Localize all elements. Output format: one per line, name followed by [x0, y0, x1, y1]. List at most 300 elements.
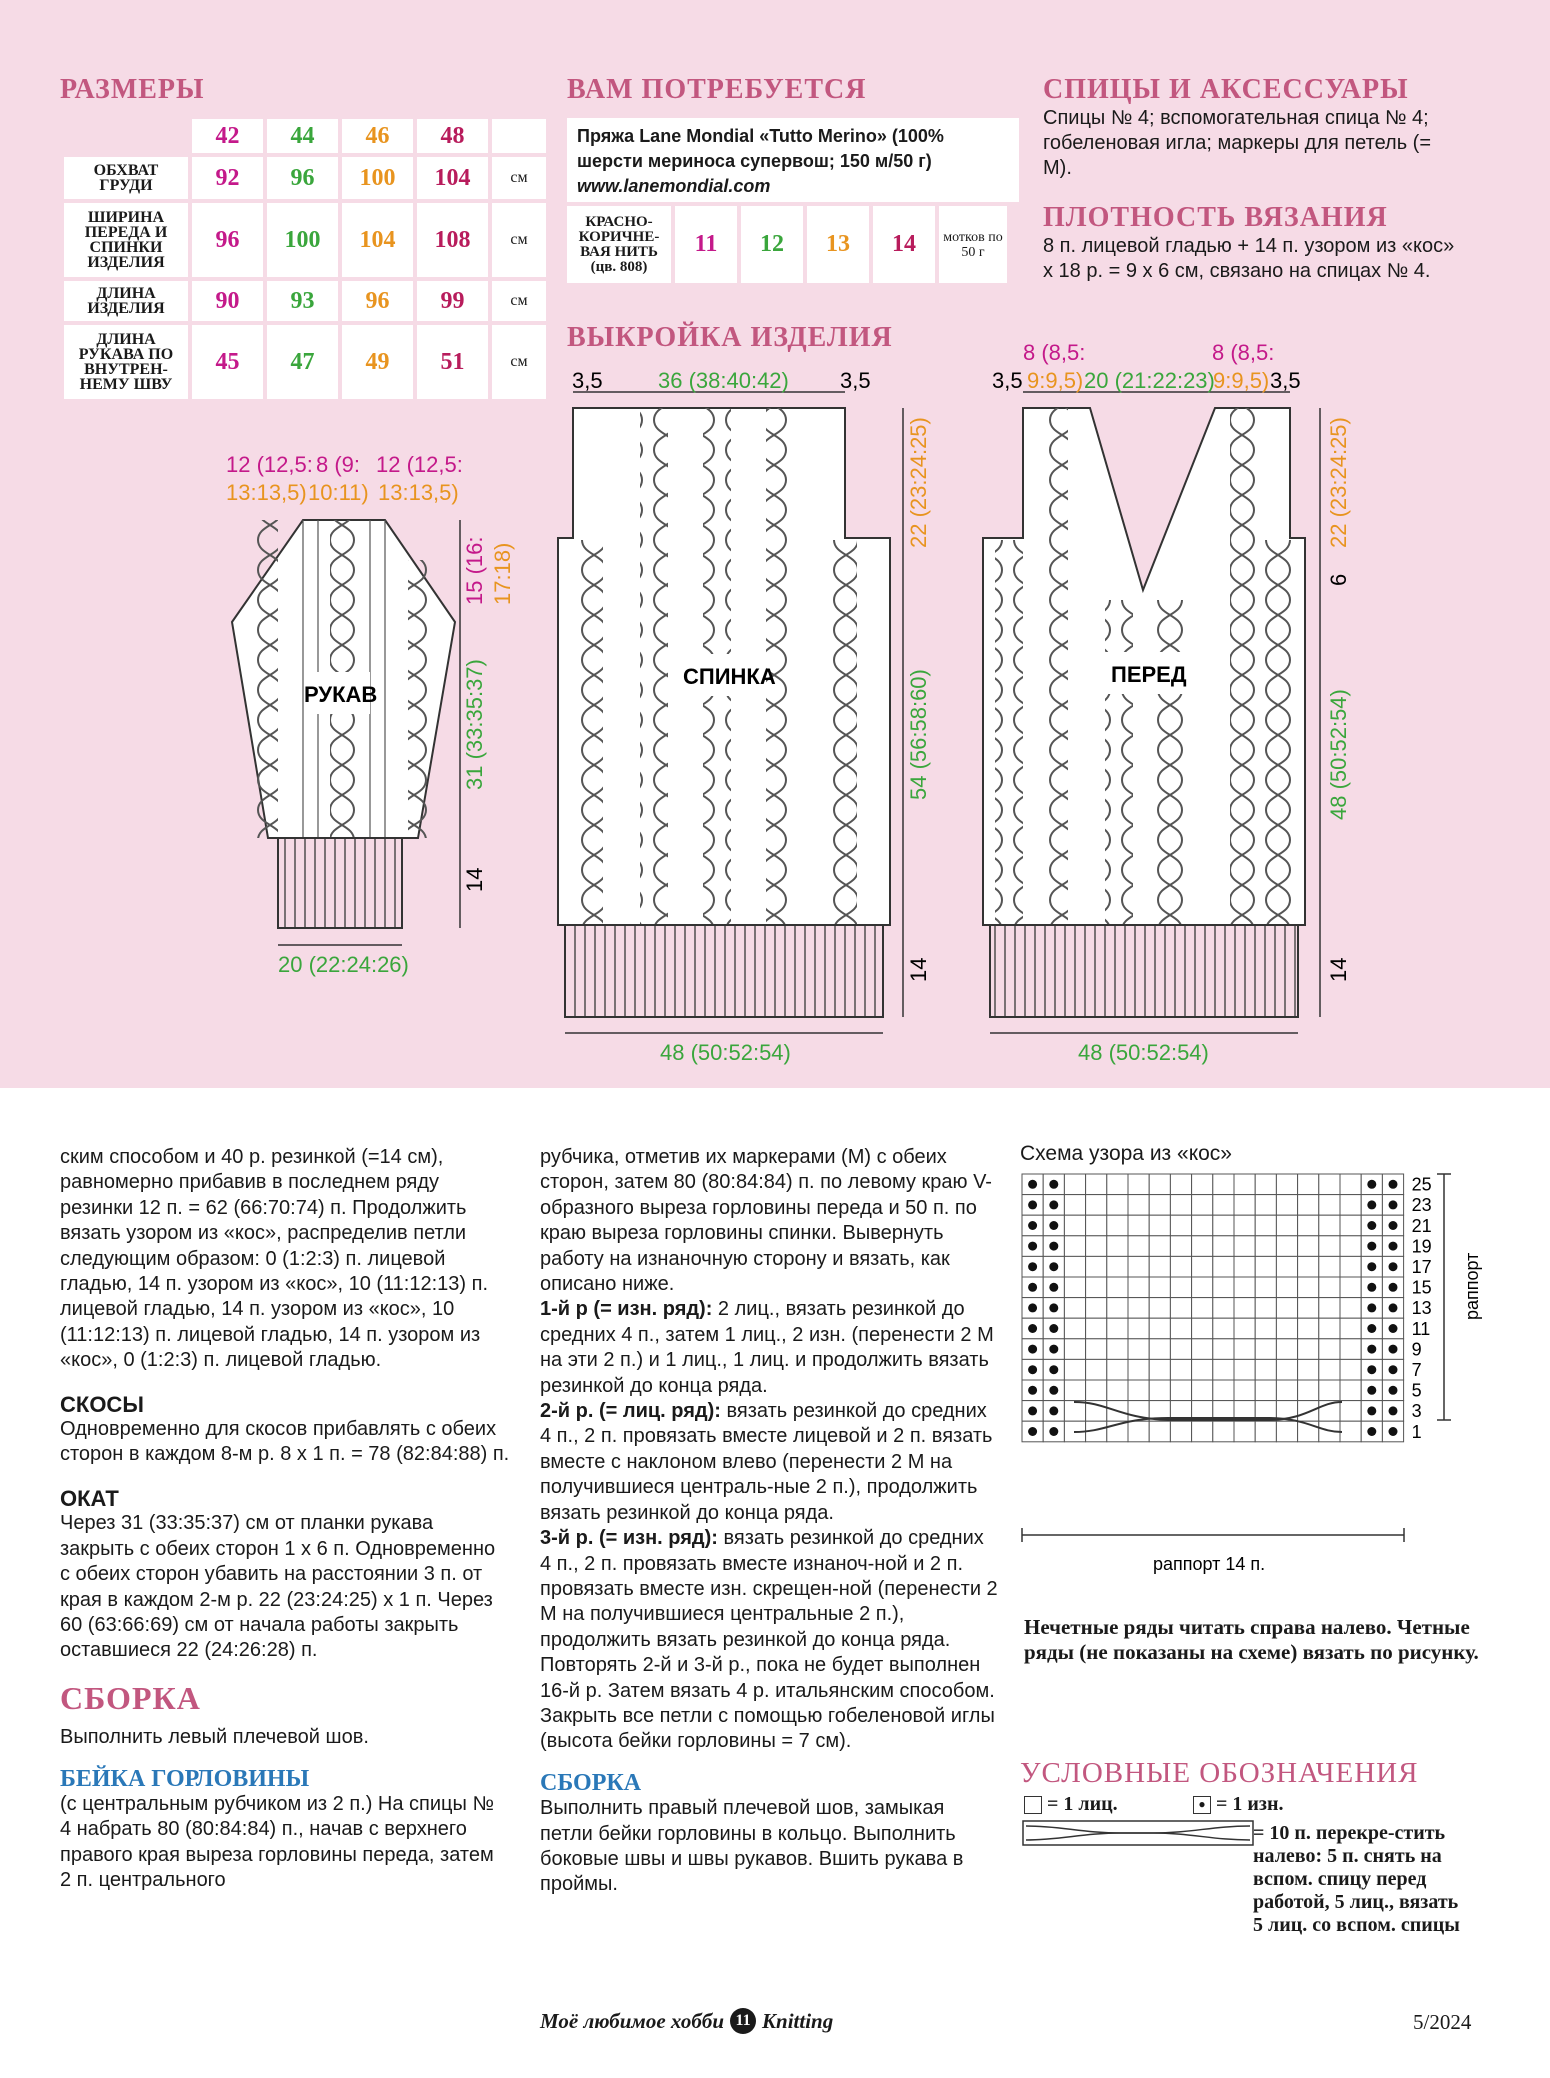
- chart-row-number: 17: [1411, 1257, 1432, 1277]
- chart-cell: [1086, 1380, 1107, 1401]
- purl-dot: [1049, 1345, 1058, 1354]
- skein-count: 14: [873, 206, 935, 283]
- chart-cell: [1170, 1174, 1191, 1195]
- chart-cell: [1319, 1298, 1340, 1319]
- cell: 96: [267, 157, 338, 199]
- chart-cell: [1192, 1421, 1213, 1442]
- chart-cell: [1255, 1256, 1276, 1277]
- purl-dot: [1028, 1406, 1037, 1415]
- unit: см: [492, 157, 546, 199]
- chart-cell: [1276, 1277, 1297, 1298]
- cell: 93: [267, 281, 338, 321]
- chart-cell: [1234, 1298, 1255, 1319]
- chart-cell: [1298, 1174, 1319, 1195]
- paragraph: ским способом и 40 р. резинкой (=14 см), равномерно прибавив в последнем ряду резинки 12 п. = 62 (66:70:74) п. Продолжить вязать узором из «кос», распределив петли следующим образом: 0 (1:2:3) п. лицевой гладью, 14 п. узором из «кос», 10 (11:12:13) п. лицевой гладью, 14 п. узором из «кос», 10 (11:12:13) п. лицевой гладью, 14 п. узором из «кос», 0 (1:2:3) п. лицевой гладью.: [60, 1146, 489, 1372]
- chart-cell: [1213, 1298, 1234, 1319]
- chart-cell: [1149, 1277, 1170, 1298]
- unit: см: [492, 325, 546, 399]
- chart-cell: [1234, 1339, 1255, 1360]
- chart-cell: [1192, 1359, 1213, 1380]
- yarn-url: www.lanemondial.com: [577, 176, 771, 196]
- chart-cell: [1340, 1298, 1361, 1319]
- chart-cell: [1340, 1256, 1361, 1277]
- paragraph: Одновременно для скосов прибавлять с обеих сторон в каждом 8-м р. 8 х 1 п. = 78 (82:84:88) п.: [60, 1418, 510, 1466]
- dim-label: 48 (50:52:54): [1078, 1040, 1209, 1065]
- chart-cell: [1276, 1174, 1297, 1195]
- chart-cell: [1170, 1236, 1191, 1257]
- purl-dot: [1389, 1200, 1398, 1209]
- chart-cell: [1234, 1195, 1255, 1216]
- neckband-heading: БЕЙКА ГОРЛОВИНЫ: [60, 1765, 310, 1792]
- chart-cell: [1192, 1298, 1213, 1319]
- purl-dot: [1049, 1221, 1058, 1230]
- chart-cell: [1170, 1339, 1191, 1360]
- back-schematic: [558, 392, 903, 1033]
- purl-dot: [1389, 1180, 1398, 1189]
- purl-dot: [1367, 1345, 1376, 1354]
- chart-cell: [1213, 1359, 1234, 1380]
- chart-cell: [1149, 1421, 1170, 1442]
- legend-knit: [1024, 1793, 1118, 1816]
- chart-cell: [1213, 1236, 1234, 1257]
- dim-label: 12 (12,5:: [376, 452, 463, 477]
- legend-purl: [1193, 1793, 1283, 1816]
- chart-cell: [1276, 1359, 1297, 1380]
- row-text: вязать резинкой до средних 4 п., 2 п. провязать вместе лицевой и 2 п. вязать вместе с наклоном влево (перенести 2 М на получившиеся централь-ные 2 п.), продолжить вязать резинкой до конца ряда.: [540, 1400, 993, 1524]
- row-label: ШИРИНА ПЕРЕДА И СПИНКИ ИЗДЕЛИЯ: [64, 203, 188, 277]
- purl-dot: [1367, 1427, 1376, 1436]
- dim-label: 36 (38:40:42): [658, 368, 789, 393]
- purl-dot: [1367, 1324, 1376, 1333]
- chart-row-number: 19: [1411, 1236, 1432, 1257]
- dim-label: 3,5: [840, 368, 871, 393]
- row-label: 3-й р. (= изн. ряд):: [540, 1527, 718, 1550]
- chart-cell: [1276, 1195, 1297, 1216]
- chart-cell: [1213, 1256, 1234, 1277]
- repeat-vertical: раппорт: [1462, 1252, 1482, 1320]
- purl-dot: [1367, 1242, 1376, 1251]
- chart-cell: [1255, 1421, 1276, 1442]
- chart-cell: [1128, 1339, 1149, 1360]
- paragraph: [540, 1297, 1000, 1399]
- chart-cell: [1255, 1174, 1276, 1195]
- chart-cell: [1298, 1277, 1319, 1298]
- chart-row-number: 5: [1411, 1380, 1422, 1401]
- chart-cell: [1276, 1215, 1297, 1236]
- dim-label: 8 (9:: [316, 452, 361, 477]
- chart-cell: [1086, 1236, 1107, 1257]
- chart-cell: [1192, 1195, 1213, 1216]
- dim-label: 20 (21:22:23): [1084, 368, 1215, 393]
- dim-label: 14: [462, 867, 487, 892]
- front-label: ПЕРЕД: [1111, 662, 1187, 687]
- chart-cell: [1234, 1215, 1255, 1236]
- footer-magazine: [540, 2008, 833, 2034]
- purl-dot: [1028, 1262, 1037, 1271]
- cell: 47: [267, 325, 338, 399]
- skein-count: 12: [741, 206, 803, 283]
- chart-cell: [1234, 1318, 1255, 1339]
- purl-dot: [1389, 1386, 1398, 1395]
- chart-cell: [1340, 1359, 1361, 1380]
- chart-cell: [1192, 1380, 1213, 1401]
- chart-cell: [1340, 1339, 1361, 1360]
- purl-dot: [1028, 1221, 1037, 1230]
- chart-cell: [1192, 1236, 1213, 1257]
- purl-dot: [1367, 1180, 1376, 1189]
- chart-cell: [1107, 1339, 1128, 1360]
- materials-heading: ВАМ ПОТРЕБУЕТСЯ: [567, 74, 867, 105]
- chart-cell: [1149, 1215, 1170, 1236]
- chart-row-number: 13: [1411, 1298, 1432, 1319]
- chart-cell: [1149, 1339, 1170, 1360]
- chart-cell: [1086, 1298, 1107, 1319]
- chart-cell: [1086, 1339, 1107, 1360]
- chart-cell: [1234, 1256, 1255, 1277]
- chart-cell: [1276, 1339, 1297, 1360]
- chart-cell: [1298, 1256, 1319, 1277]
- chart-cell: [1086, 1174, 1107, 1195]
- dim-label: 22 (23:24:25): [906, 417, 931, 548]
- chart-cell: [1234, 1277, 1255, 1298]
- size-header: 44: [267, 119, 338, 153]
- chart-cell: [1128, 1236, 1149, 1257]
- chart-cell: [1107, 1195, 1128, 1216]
- chart-cell: [1276, 1421, 1297, 1442]
- row-label: ОБХВАТ ГРУДИ: [64, 157, 188, 199]
- chart-cell: [1255, 1236, 1276, 1257]
- chart-cell: [1255, 1195, 1276, 1216]
- chart-cell: [1086, 1215, 1107, 1236]
- issue-date: 5/2024: [1413, 2010, 1472, 2034]
- cell: 96: [342, 281, 413, 321]
- chart-cell: [1319, 1380, 1340, 1401]
- dim-label: 3,5: [1270, 368, 1301, 393]
- dim-label: 12 (12,5:: [226, 452, 313, 477]
- chart-cell: [1107, 1380, 1128, 1401]
- chart-cell: [1064, 1256, 1085, 1277]
- purl-dot: [1367, 1365, 1376, 1374]
- dim-label: 17:18): [490, 542, 515, 605]
- paragraph: Выполнить правый плечевой шов, замыкая петли бейки горловины в кольцо. Выполнить боковые швы и швы рукавов. Вшить рукава в проймы.: [540, 1797, 964, 1896]
- purl-dot: [1028, 1386, 1037, 1395]
- cable-chart: [1018, 1170, 1498, 1580]
- text-column-2: [540, 1145, 1000, 1898]
- assembly-heading: СБОРКА: [60, 1679, 201, 1716]
- purl-dot: [1367, 1283, 1376, 1292]
- chart-cell: [1170, 1256, 1191, 1277]
- chart-cell: [1192, 1277, 1213, 1298]
- chart-cell: [1213, 1380, 1234, 1401]
- dim-label: 8 (8,5:: [1023, 340, 1086, 365]
- chart-cell: [1192, 1215, 1213, 1236]
- chart-cell: [1255, 1318, 1276, 1339]
- purl-dot: [1389, 1242, 1398, 1251]
- purl-dot: [1389, 1324, 1398, 1333]
- chart-cell: [1192, 1174, 1213, 1195]
- row-text: 2 лиц., вязать резинкой до средних 4 п., затем 1 лиц., 2 изн. (перенести 2 М на эти 2 п.) и 1 лиц., 1 лиц. и продолжить вязать резинкой до конца ряда.: [540, 1298, 994, 1397]
- chart-cell: [1340, 1318, 1361, 1339]
- purl-dot: [1389, 1345, 1398, 1354]
- chart-cell: [1319, 1236, 1340, 1257]
- pattern-heading: ВЫКРОЙКА ИЗДЕЛИЯ: [567, 322, 893, 353]
- dim-label: 9:9,5): [1213, 368, 1270, 393]
- cell: 100: [342, 157, 413, 199]
- chart-cell: [1340, 1277, 1361, 1298]
- purl-dot: [1028, 1180, 1037, 1189]
- chart-row-number: 3: [1411, 1401, 1422, 1422]
- magazine-name: Моё любимое хобби: [540, 2008, 725, 2033]
- skein-count: 13: [807, 206, 869, 283]
- chart-cell: [1298, 1215, 1319, 1236]
- chart-cell: [1234, 1359, 1255, 1380]
- subheading: СКОСЫ: [60, 1391, 144, 1417]
- chart-cell: [1128, 1215, 1149, 1236]
- chart-cell: [1255, 1339, 1276, 1360]
- purl-dot: [1367, 1262, 1376, 1271]
- chart-cell: [1128, 1380, 1149, 1401]
- needles-heading: СПИЦЫ И АКСЕССУАРЫ: [1043, 74, 1409, 105]
- legend-title: УСЛОВНЫЕ ОБОЗНАЧЕНИЯ: [1020, 1757, 1419, 1789]
- chart-cell: [1319, 1195, 1340, 1216]
- legend-text: = 1 лиц.: [1047, 1793, 1118, 1815]
- chart-cell: [1276, 1380, 1297, 1401]
- chart-cell: [1170, 1421, 1191, 1442]
- chart-cell: [1128, 1318, 1149, 1339]
- dim-label: 13:13,5): [378, 480, 459, 505]
- chart-cell: [1149, 1380, 1170, 1401]
- purl-dot: [1049, 1386, 1058, 1395]
- row-label: 2-й р. (= лиц. ряд):: [540, 1400, 721, 1423]
- cell: 96: [192, 203, 263, 277]
- chart-cell: [1340, 1401, 1361, 1422]
- chart-cell: [1064, 1215, 1085, 1236]
- chart-cell: [1213, 1174, 1234, 1195]
- row-label: ДЛИНА ИЗДЕЛИЯ: [64, 281, 188, 321]
- chart-cell: [1192, 1256, 1213, 1277]
- purl-symbol: ●: [1193, 1796, 1211, 1814]
- chart-cell: [1170, 1277, 1191, 1298]
- purl-dot: [1028, 1200, 1037, 1209]
- dim-label: 54 (56:58:60): [906, 669, 931, 800]
- dim-label: 6: [1326, 573, 1351, 586]
- size-header: 42: [192, 119, 263, 153]
- dim-label: 20 (22:24:26): [278, 952, 409, 977]
- chart-cell: [1149, 1236, 1170, 1257]
- dim-label: 48 (50:52:54): [660, 1040, 791, 1065]
- chart-cell: [1128, 1359, 1149, 1380]
- dim-label: 10:11): [308, 480, 369, 505]
- paragraph: Повторять 2-й и 3-й р., пока не будет выполнен 16-й р. Затем вязать 4 р. итальянским способом. Закрыть все петли с помощью гобеленовой иглы (высота бейки горловины = 7 см).: [540, 1654, 995, 1753]
- cell: 92: [192, 157, 263, 199]
- purl-dot: [1389, 1221, 1398, 1230]
- front-schematic: [983, 392, 1320, 1033]
- dim-label: 13:13,5): [226, 480, 307, 505]
- chart-cell: [1234, 1236, 1255, 1257]
- purl-dot: [1049, 1180, 1058, 1189]
- dim-label: 31 (33:35:37): [462, 659, 487, 790]
- chart-cell: [1298, 1298, 1319, 1319]
- chart-cell: [1128, 1256, 1149, 1277]
- chart-cell: [1319, 1339, 1340, 1360]
- chart-cell: [1255, 1298, 1276, 1319]
- chart-cell: [1149, 1359, 1170, 1380]
- unit: см: [492, 281, 546, 321]
- chart-cell: [1064, 1236, 1085, 1257]
- chart-row-number: 7: [1411, 1360, 1422, 1380]
- chart-cell: [1107, 1318, 1128, 1339]
- purl-dot: [1389, 1406, 1398, 1415]
- chart-cell: [1340, 1380, 1361, 1401]
- purl-dot: [1389, 1262, 1398, 1271]
- chart-cell: [1064, 1298, 1085, 1319]
- sleeve-schematic: [232, 520, 460, 945]
- gauge-text: 8 п. лицевой гладью + 14 п. узором из «кос» х 18 р. = 9 х 6 см, связано на спицах № 4.: [1043, 235, 1455, 282]
- chart-cell: [1213, 1277, 1234, 1298]
- chart-row-number: 23: [1411, 1195, 1432, 1216]
- chart-cell: [1086, 1277, 1107, 1298]
- chart-cell: [1149, 1195, 1170, 1216]
- cell: 51: [417, 325, 488, 399]
- purl-dot: [1028, 1303, 1037, 1312]
- dim-label: 22 (23:24:25): [1326, 417, 1351, 548]
- chart-cell: [1064, 1359, 1085, 1380]
- cell: 104: [417, 157, 488, 199]
- purl-dot: [1367, 1221, 1376, 1230]
- chart-cell: [1298, 1339, 1319, 1360]
- dim-label: 14: [1326, 957, 1351, 982]
- chart-cell: [1128, 1421, 1149, 1442]
- chart-cell: [1107, 1277, 1128, 1298]
- purl-dot: [1389, 1283, 1398, 1292]
- chart-cell: [1298, 1236, 1319, 1257]
- row-label: 1-й р (= изн. ряд):: [540, 1298, 713, 1321]
- text-column-1: [60, 1145, 510, 1894]
- paragraph: [540, 1399, 1000, 1526]
- chart-cell: [1128, 1298, 1149, 1319]
- knit-symbol: [1024, 1796, 1042, 1814]
- sizes-heading: РАЗМЕРЫ: [60, 74, 205, 105]
- chart-cell: [1170, 1359, 1191, 1380]
- cell: 104: [342, 203, 413, 277]
- brand-name: Knitting: [762, 2008, 834, 2033]
- back-label: СПИНКА: [683, 664, 776, 689]
- purl-dot: [1049, 1427, 1058, 1436]
- row-label: ДЛИНА РУКАВА ПО ВНУТРЕН-НЕМУ ШВУ: [64, 325, 188, 399]
- cable-symbol: [1022, 1820, 1254, 1846]
- chart-cell: [1064, 1277, 1085, 1298]
- legend-text: = 1 изн.: [1216, 1793, 1284, 1815]
- chart-cell: [1107, 1174, 1128, 1195]
- purl-dot: [1049, 1365, 1058, 1374]
- purl-dot: [1028, 1283, 1037, 1292]
- unit: см: [492, 203, 546, 277]
- chart-cell: [1276, 1298, 1297, 1319]
- paragraph: (с центральным рубчиком из 2 п.) На спицы № 4 набрать 80 (80:84:84) п., начав с верхнего правого края выреза горловины переда, затем 2 п. центрального: [60, 1792, 494, 1892]
- chart-cell: [1192, 1339, 1213, 1360]
- row-text: вязать резинкой до средних 4 п., 2 п. провязать вместе изнаноч-ной и 2 п. провязать вместе изн. скрещен-ной (перенести 2 М на получившиеся центральные 2 п.), продолжить вязать резинкой до конца ряда.: [540, 1527, 998, 1651]
- chart-cell: [1064, 1380, 1085, 1401]
- cell: 99: [417, 281, 488, 321]
- chart-cell: [1192, 1318, 1213, 1339]
- chart-row-number: 15: [1411, 1277, 1432, 1298]
- sleeve-label: РУКАВ: [304, 682, 378, 707]
- chart-cell: [1213, 1339, 1234, 1360]
- chart-row-number: 25: [1411, 1174, 1432, 1195]
- chart-cell: [1149, 1256, 1170, 1277]
- chart-cell: [1213, 1318, 1234, 1339]
- dim-label: 8 (8,5:: [1212, 340, 1275, 365]
- chart-cell: [1340, 1421, 1361, 1442]
- dim-label: 9:9,5): [1027, 368, 1084, 393]
- chart-cell: [1064, 1195, 1085, 1216]
- chart-row-number: 11: [1411, 1318, 1431, 1339]
- chart-cell: [1319, 1359, 1340, 1380]
- chart-cell: [1213, 1421, 1234, 1442]
- purl-dot: [1028, 1365, 1037, 1374]
- yarn-color-label: КРАСНО-КОРИЧНЕ-ВАЯ НИТЬ (цв. 808): [567, 206, 671, 283]
- chart-cell: [1170, 1318, 1191, 1339]
- chart-cell: [1340, 1215, 1361, 1236]
- cell: 100: [267, 203, 338, 277]
- chart-cell: [1128, 1277, 1149, 1298]
- yarn-text: Пряжа Lane Mondial «Tutto Merino» (100% шерсти мериноса супервош; 150 м/50 г): [577, 126, 944, 171]
- chart-cell: [1319, 1256, 1340, 1277]
- chart-cell: [1170, 1298, 1191, 1319]
- purl-dot: [1367, 1386, 1376, 1395]
- cell: 45: [192, 325, 263, 399]
- chart-cell: [1319, 1277, 1340, 1298]
- needles-text: Спицы № 4; вспомогательная спица № 4; гобеленовая игла; маркеры для петель (= М).: [1043, 107, 1432, 179]
- paragraph: Выполнить левый плечевой шов.: [60, 1726, 369, 1749]
- skein-count: 11: [675, 206, 737, 283]
- size-header: 48: [417, 119, 488, 153]
- chart-cell: [1340, 1236, 1361, 1257]
- chart-cell: [1086, 1195, 1107, 1216]
- chart-cell: [1170, 1215, 1191, 1236]
- chart-cell: [1276, 1256, 1297, 1277]
- purl-dot: [1389, 1365, 1398, 1374]
- chart-cell: [1149, 1174, 1170, 1195]
- chart-cell: [1086, 1256, 1107, 1277]
- chart-cell: [1234, 1421, 1255, 1442]
- purl-dot: [1367, 1303, 1376, 1312]
- chart-cell: [1298, 1380, 1319, 1401]
- chart-cell: [1213, 1215, 1234, 1236]
- chart-cell: [1170, 1195, 1191, 1216]
- chart-cell: [1340, 1195, 1361, 1216]
- chart-cell: [1107, 1359, 1128, 1380]
- chart-cell: [1128, 1195, 1149, 1216]
- chart-cell: [1234, 1174, 1255, 1195]
- chart-cell: [1319, 1215, 1340, 1236]
- chart-cell: [1255, 1380, 1276, 1401]
- chart-cell: [1086, 1359, 1107, 1380]
- cell: 90: [192, 281, 263, 321]
- chart-cell: [1319, 1174, 1340, 1195]
- chart-cell: [1255, 1215, 1276, 1236]
- legend-cable: = 10 п. перекре-стить налево: 5 п. снять на вспом. спицу перед работой, 5 лиц., вязать 5 лиц. со вспом. спицы: [1253, 1822, 1460, 1936]
- purl-dot: [1049, 1303, 1058, 1312]
- chart-cell: [1064, 1339, 1085, 1360]
- chart-cell: [1276, 1318, 1297, 1339]
- skein-unit: мотков по 50 г: [939, 206, 1007, 283]
- purl-dot: [1049, 1262, 1058, 1271]
- chart-cell: [1064, 1174, 1085, 1195]
- purl-dot: [1367, 1406, 1376, 1415]
- paragraph: Через 31 (33:35:37) см от планки рукава закрыть с обеих сторон 1 х 6 п. Одновременно с обеих сторон убавить на расстоянии 3 п. от края в каждом 2-м р. 22 (23:24:25) х 1 п. Через 60 (63:66:69) см от начала работы закрыть оставшиеся 22 (24:26:28) п.: [60, 1512, 496, 1662]
- chart-row-number: 9: [1411, 1339, 1422, 1360]
